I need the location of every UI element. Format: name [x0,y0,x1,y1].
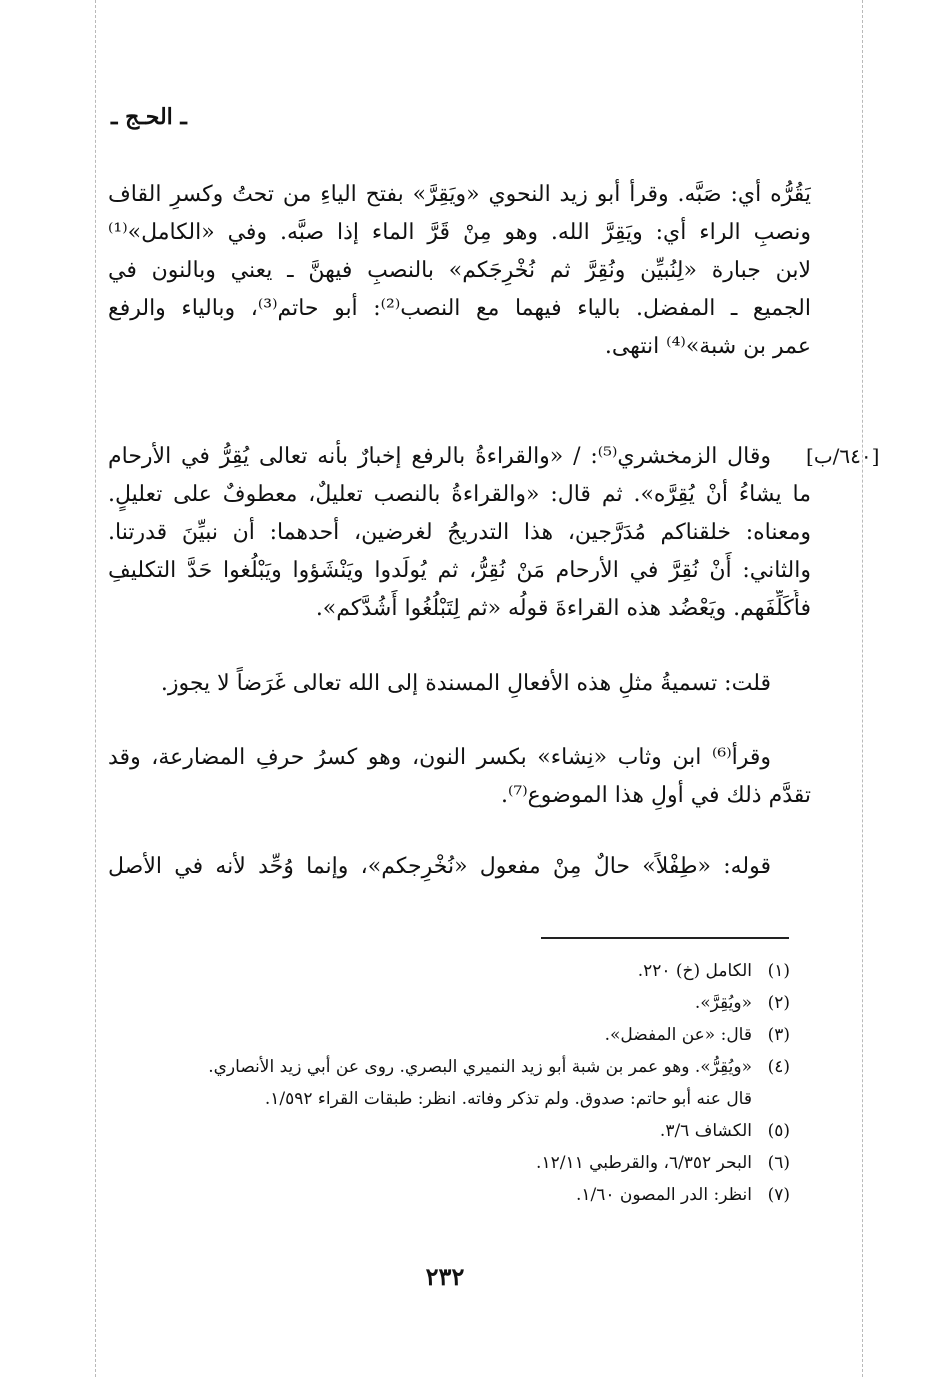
footnote-item [110,1147,790,1179]
paragraph-line: ونصبِ الراء أي: ويَقِرَّ الله. وهو مِنْ قَرَّ الماء إذا صبَّه. وفي «الكامل»⁽¹⁾ [108,220,811,245]
paragraph-line: قوله: «طِفْلاً» حالٌ مِنْ مفعول «نُخْرِجكم»، وإنما وُحِّد لأنه في الأصل [108,854,771,879]
footnote-text: «ويُقِرَّ». [694,993,752,1013]
footnote-text: انظر: الدر المصون ١/٦٠. [575,1185,752,1205]
running-header: ـ الحـج ـ [111,104,187,130]
footnote-item [110,1019,790,1051]
paragraph-line: وقرأ⁽⁶⁾ ابن وثاب «نِشاء» بكسر النون، وهو كسرُ حرفِ المضارعة، وقد [108,745,771,770]
paragraph-2 [108,438,811,628]
margin-folio-reference: [٦٤٠/ب] [806,444,880,468]
footnote-text: الكامل (خ) ٢٢٠. [637,961,752,981]
paragraph-4 [108,739,811,815]
footnote-text: الكشاف ٣/٦. [659,1121,752,1141]
paragraph-line: فأُكَلِّفَهم. ويَعْضُد هذه القراءةَ قولُه «ثم لِتَبْلُغُوا أَشُدَّكم». [315,596,811,621]
footnotes [110,955,790,1211]
footnote-number: (٧) [767,1185,790,1205]
paragraph-line: الجميع ـ المفضل. بالياء فيهما مع النصب⁽²⁾: أبو حاتم⁽³⁾، وبالياء والرفع [108,296,811,321]
paragraph-1 [108,176,811,366]
paragraph-line: والثاني: أَنْ نُقِرَّ في الأرحام مَنْ نُقِرُّ، ثم يُولَدوا ويَنْشَؤوا ويَبْلُغوا حَدَّ التكليفِ [108,558,811,583]
paragraph-line: قلت: تسميةُ مثلِ هذه الأفعالِ المسندة إلى الله تعالى غَرَضاً لا يجوز. [160,671,771,696]
footnote-item [110,1179,790,1211]
paragraph-line: وقال الزمخشري⁽⁵⁾: / «والقراءةُ بالرفع إخبارٌ بأنه تعالى يُقِرُّ في الأرحام [108,444,771,469]
paragraph-5 [108,848,811,886]
footnote-number: (٥) [767,1121,790,1141]
footnote-number: (٤) [767,1057,790,1077]
footnote-number: (٢) [767,993,790,1013]
scan-edge-right [862,0,863,1377]
footnote-separator [541,937,789,939]
footnote-item [110,955,790,987]
footnote-item [110,1115,790,1147]
paragraph-line: ومعناه: خلقناكم مُدَرَّجين، هذا التدريجُ لغرضين، أحدهما: أن نبيِّنَ قدرتنا. [108,520,811,545]
footnote-number: (٦) [767,1153,790,1173]
paragraph-line: يَقُرُّه أي: صَبَّه. وقرأ أبو زيد النحوي «ويَقِرَّ» بفتح الياءِ من تحتُ وكسرِ القاف [108,182,811,207]
footnote-text: البحر ٦/٣٥٢، والقرطبي ١٢/١١. [536,1153,752,1173]
footnote-text: قال: «عن المفضل». [604,1025,752,1045]
footnote-text: «ويُقِرُّ». وهو عمر بن شبة أبو زيد النميري البصري. روى عن أبي زيد الأنصاري. [208,1057,752,1077]
footnote-text: قال عنه أبو حاتم: صدوق. ولم تذكر وفاته. انظر: طبقات القراء ١/٥٩٢. [264,1089,752,1109]
paragraph-line: لابن جبارة «لِنُبيِّن ونُقِرَّ ثم نُخْرِجَكم» بالنصبِ فيهنَّ ـ يعني وبالنون في [108,258,811,283]
footnote-number: (١) [767,961,790,981]
paragraph-line: عمر بن شبة»⁽⁴⁾ انتهى. [604,334,811,359]
paragraph-line: ما يشاءُ أنْ يُقِرَّه». ثم قال: «والقراءةُ بالنصب تعليلٌ، معطوفٌ على تعليلٍ. [108,482,811,507]
paragraph-3 [108,665,811,703]
footnote-item [110,987,790,1019]
scan-edge-left [95,0,96,1377]
page-number: ٢٣٢ [425,1262,465,1291]
paragraph-line: تقدَّم ذلك في أولِ هذا الموضوع⁽⁷⁾. [501,783,811,808]
footnote-item [110,1051,790,1115]
footnote-number: (٣) [767,1025,790,1045]
